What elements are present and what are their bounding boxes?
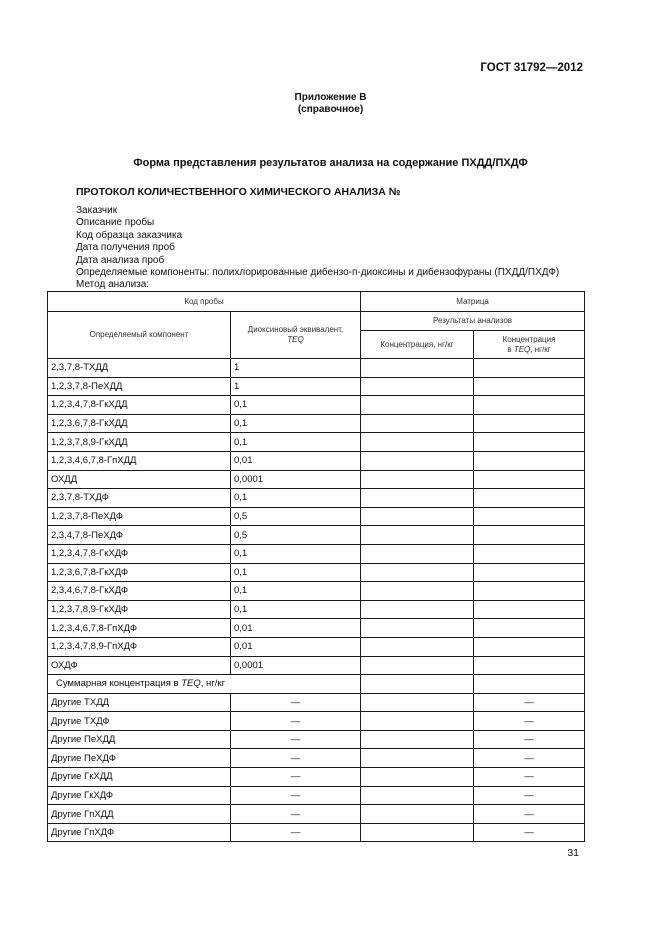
concentration-teq-cell <box>474 507 585 526</box>
component-cell: Другие ПеХДД <box>48 730 231 749</box>
table-row <box>48 470 585 489</box>
summary-concentration-teq-cell <box>474 675 585 694</box>
component-cell: 1,2,3,6,7,8-ГкХДФ <box>48 563 231 582</box>
concentration-cell <box>361 451 474 470</box>
concentration-cell <box>361 470 474 489</box>
teq-cell: 0,01 <box>231 637 361 656</box>
concentration-teq-cell <box>474 433 585 452</box>
component-cell: Другие ТХДФ <box>48 712 231 731</box>
teq-cell: 0,01 <box>231 619 361 638</box>
teq-cell: — <box>231 712 361 731</box>
table-row <box>48 396 585 415</box>
appendix-heading <box>0 92 661 116</box>
sample-code-header: Код пробы <box>48 292 361 312</box>
field-components: Определяемые компоненты: полихлорированные дибензо-п-диоксины и дибензофураны (ПХДД/ПХДФ) <box>76 267 560 279</box>
table-row <box>48 768 585 787</box>
teq-cell: — <box>231 805 361 824</box>
form-title: Форма представления результатов анализа на содержание ПХДД/ПХДФ <box>133 157 528 169</box>
concentration-teq-cell <box>474 582 585 601</box>
component-cell: 2,3,4,7,8-ПеХДФ <box>48 526 231 545</box>
concentration-cell <box>361 433 474 452</box>
table-row <box>48 730 585 749</box>
concentration-teq-cell: — <box>474 749 585 768</box>
component-cell: ОХДФ <box>48 656 231 675</box>
teq-cell: 0,1 <box>231 600 361 619</box>
table-row <box>48 656 585 675</box>
field-analysis-date: Дата анализа проб <box>76 254 165 266</box>
component-cell: Другие ГпХДФ <box>48 823 231 842</box>
concentration-cell <box>361 693 474 712</box>
teq-cell: 1 <box>231 377 361 396</box>
component-cell: 1,2,3,7,8,9-ГкХДФ <box>48 600 231 619</box>
table-row <box>48 507 585 526</box>
table-row <box>48 749 585 768</box>
concentration-teq-cell <box>474 489 585 508</box>
summary-row <box>48 675 585 694</box>
field-method: Метод анализа: <box>76 279 150 291</box>
concentration-teq-cell <box>474 414 585 433</box>
component-cell: 1,2,3,7,8,9-ГкХДД <box>48 433 231 452</box>
component-cell: 1,2,3,4,7,8,9-ГпХДФ <box>48 637 231 656</box>
table-row <box>48 619 585 638</box>
table-row <box>48 544 585 563</box>
concentration-teq-cell: — <box>474 823 585 842</box>
conc-teq-header-unit: , нг/кг <box>530 344 551 354</box>
field-customer: Заказчик <box>76 205 118 216</box>
header-row-2 <box>48 312 585 331</box>
teq-cell: 0,0001 <box>231 656 361 675</box>
component-cell: Другие ГпХДД <box>48 805 231 824</box>
concentration-cell <box>361 786 474 805</box>
conc-teq-header-line1: Концентрация <box>502 334 556 344</box>
appendix-title: Приложение В <box>294 92 367 103</box>
concentration-cell <box>361 619 474 638</box>
concentration-cell <box>361 600 474 619</box>
table-row <box>48 693 585 712</box>
concentration-teq-cell <box>474 470 585 489</box>
concentration-cell <box>361 749 474 768</box>
summary-label-unit: , нг/кг <box>200 678 226 690</box>
concentration-cell <box>361 544 474 563</box>
component-cell: 1,2,3,7,8-ПеХДД <box>48 377 231 396</box>
table-row <box>48 414 585 433</box>
field-customer-sample-code: Код образца заказчика <box>76 229 183 241</box>
field-receipt-date: Дата получения проб <box>76 242 175 254</box>
concentration-cell <box>361 730 474 749</box>
conc-teq-header-in: в <box>507 344 512 354</box>
table-row <box>48 582 585 601</box>
teq-cell: — <box>231 768 361 787</box>
concentration-cell <box>361 823 474 842</box>
table-row <box>48 805 585 824</box>
teq-cell: 0,1 <box>231 414 361 433</box>
concentration-cell <box>361 414 474 433</box>
page-number: 31 <box>567 847 579 859</box>
component-cell: 1,2,3,4,7,8-ГкХДД <box>48 396 231 415</box>
summary-label-text: Суммарная концентрация в <box>56 678 182 690</box>
results-header: Результаты анализов <box>361 312 585 331</box>
teq-header <box>231 312 361 359</box>
protocol-fields <box>76 205 559 292</box>
table-row <box>48 377 585 396</box>
field-sample-description: Описание пробы <box>76 217 155 229</box>
teq-cell: 0,1 <box>231 544 361 563</box>
summary-concentration-cell <box>361 675 474 694</box>
teq-cell: 0,01 <box>231 451 361 470</box>
table-row <box>48 359 585 378</box>
teq-cell: 0,1 <box>231 396 361 415</box>
concentration-teq-cell <box>474 656 585 675</box>
concentration-cell <box>361 656 474 675</box>
concentration-cell <box>361 712 474 731</box>
concentration-cell <box>361 377 474 396</box>
component-cell: Другие ГкХДД <box>48 768 231 787</box>
concentration-teq-cell <box>474 563 585 582</box>
concentration-teq-cell: — <box>474 712 585 731</box>
table-row <box>48 637 585 656</box>
table-row <box>48 600 585 619</box>
teq-header-abbr: TEQ <box>287 335 304 344</box>
concentration-teq-cell <box>474 451 585 470</box>
component-cell: 2,3,4,6,7,8-ГкХДФ <box>48 582 231 601</box>
teq-cell: 0,1 <box>231 489 361 508</box>
concentration-cell <box>361 526 474 545</box>
concentration-teq-cell <box>474 600 585 619</box>
table-row <box>48 526 585 545</box>
summary-label-cell <box>48 675 361 694</box>
appendix-note: (справочное) <box>297 104 364 115</box>
table-row <box>48 786 585 805</box>
teq-cell: 0,5 <box>231 507 361 526</box>
concentration-teq-cell: — <box>474 693 585 712</box>
concentration-teq-cell: — <box>474 786 585 805</box>
table-row <box>48 433 585 452</box>
component-cell: 2,3,7,8-ТХДФ <box>48 489 231 508</box>
component-cell: Другие ПеХДФ <box>48 749 231 768</box>
concentration-teq-cell: — <box>474 805 585 824</box>
concentration-cell <box>361 768 474 787</box>
component-cell: 2,3,7,8-ТХДД <box>48 359 231 378</box>
teq-cell: 0,1 <box>231 563 361 582</box>
teq-cell: 1 <box>231 359 361 378</box>
teq-cell: — <box>231 749 361 768</box>
teq-cell: — <box>231 693 361 712</box>
concentration-cell <box>361 396 474 415</box>
concentration-header: Концентрация, нг/кг <box>361 331 474 359</box>
concentration-cell <box>361 359 474 378</box>
concentration-teq-cell: — <box>474 730 585 749</box>
concentration-cell <box>361 489 474 508</box>
teq-cell: — <box>231 730 361 749</box>
standard-number: ГОСТ 31792—2012 <box>480 62 583 74</box>
concentration-teq-header <box>474 331 585 359</box>
teq-cell: 0,5 <box>231 526 361 545</box>
table-row <box>48 823 585 842</box>
teq-header-text: Диоксиновый эквивалент, <box>247 325 344 334</box>
component-cell: ОХДД <box>48 470 231 489</box>
teq-cell: 0,1 <box>231 433 361 452</box>
matrix-header: Матрица <box>361 292 585 312</box>
component-cell: Другие ТХДД <box>48 693 231 712</box>
concentration-teq-cell: — <box>474 768 585 787</box>
concentration-cell <box>361 582 474 601</box>
concentration-teq-cell <box>474 544 585 563</box>
concentration-teq-cell <box>474 526 585 545</box>
teq-cell: — <box>231 786 361 805</box>
concentration-teq-cell <box>474 359 585 378</box>
conc-teq-header-abbr: TEQ <box>513 344 531 354</box>
table-row <box>48 563 585 582</box>
table-row <box>48 489 585 508</box>
component-cell: 1,2,3,4,7,8-ГкХДФ <box>48 544 231 563</box>
concentration-cell <box>361 563 474 582</box>
results-table <box>47 291 585 842</box>
concentration-cell <box>361 507 474 526</box>
concentration-cell <box>361 805 474 824</box>
concentration-teq-cell <box>474 619 585 638</box>
protocol-title: ПРОТОКОЛ КОЛИЧЕСТВЕННОГО ХИМИЧЕСКОГО АНАЛИЗА № <box>76 186 401 198</box>
teq-cell: 0,1 <box>231 582 361 601</box>
summary-label-abbr: TEQ <box>181 678 201 690</box>
component-cell: 1,2,3,6,7,8-ГкХДД <box>48 414 231 433</box>
concentration-cell <box>361 637 474 656</box>
concentration-teq-cell <box>474 637 585 656</box>
teq-cell: 0,0001 <box>231 470 361 489</box>
concentration-teq-cell <box>474 377 585 396</box>
teq-cell: — <box>231 823 361 842</box>
table-row <box>48 712 585 731</box>
component-cell: 1,2,3,7,8-ПеХДФ <box>48 507 231 526</box>
component-cell: 1,2,3,4,6,7,8-ГпХДД <box>48 451 231 470</box>
component-cell: Другие ГкХДФ <box>48 786 231 805</box>
component-cell: 1,2,3,4,6,7,8-ГпХДФ <box>48 619 231 638</box>
table-row <box>48 451 585 470</box>
component-header: Определяемый компонент <box>48 312 231 359</box>
header-row-1 <box>48 292 585 312</box>
concentration-teq-cell <box>474 396 585 415</box>
